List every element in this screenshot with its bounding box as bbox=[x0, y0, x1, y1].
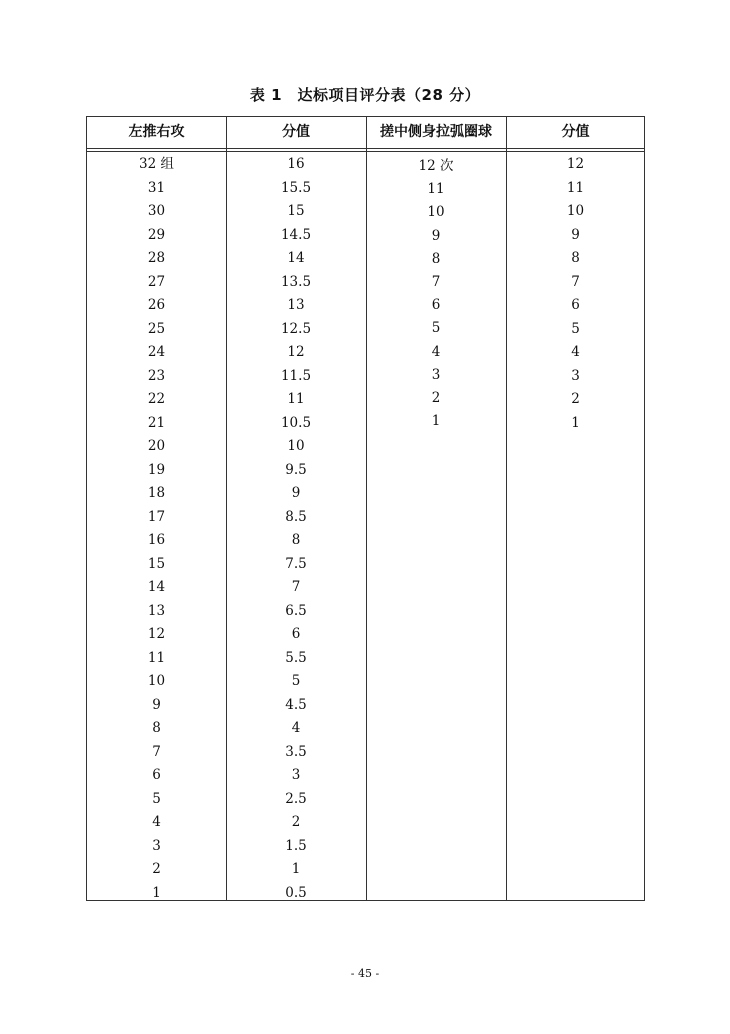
table-cell: 14.5 bbox=[280, 226, 312, 243]
table-cell: 1 bbox=[571, 414, 580, 431]
table-cell: 6 bbox=[152, 767, 161, 783]
table-cell: 6 bbox=[431, 297, 441, 314]
table-cell: 23 bbox=[147, 367, 166, 384]
table-cell: 6 bbox=[571, 297, 580, 313]
table-cell: 10 bbox=[287, 438, 305, 454]
table-cell: 6.5 bbox=[285, 602, 307, 619]
table-cell: 2 bbox=[291, 814, 301, 830]
table-cell: 2 bbox=[571, 391, 580, 407]
table-cell: 7 bbox=[431, 273, 441, 290]
scoring-table bbox=[86, 116, 645, 901]
table-cell: 7 bbox=[152, 743, 161, 760]
table-cell: 4.5 bbox=[285, 696, 307, 713]
table-cell: 13 bbox=[147, 602, 166, 619]
header-score-2: 分值 bbox=[561, 124, 590, 140]
table-cell: 11 bbox=[566, 179, 585, 196]
table-cell: 10 bbox=[147, 673, 166, 689]
table-cell: 9 bbox=[431, 227, 441, 244]
header-score-1: 分值 bbox=[282, 124, 310, 140]
table-cell: 12 bbox=[287, 344, 305, 360]
table-cell: 15 bbox=[287, 203, 305, 219]
table-cell: 30 bbox=[147, 203, 166, 219]
table-cell: 8 bbox=[152, 720, 161, 736]
column-score-2 bbox=[506, 153, 645, 435]
table-cell: 8 bbox=[571, 250, 580, 266]
table-cell: 12 bbox=[566, 156, 585, 172]
table-cell: 7 bbox=[571, 273, 580, 290]
table-cell: 22 bbox=[147, 391, 166, 407]
table-cell: 9 bbox=[152, 696, 161, 713]
table-cell: 10 bbox=[427, 204, 445, 221]
table-cell: 27 bbox=[147, 273, 166, 290]
table-cell: 4 bbox=[291, 720, 301, 736]
column-left-push-right-attack bbox=[87, 153, 226, 905]
table-cell: 17 bbox=[147, 508, 166, 525]
table-cell: 6 bbox=[291, 626, 301, 642]
table-cell: 21 bbox=[147, 414, 166, 431]
column-chop-side-loop bbox=[366, 155, 506, 433]
table-cell: 1 bbox=[291, 861, 301, 877]
table-cell: 31 bbox=[147, 179, 166, 196]
table-cell: 4 bbox=[431, 343, 441, 360]
table-cell: 11 bbox=[147, 649, 166, 666]
table-cell: 5 bbox=[571, 320, 580, 337]
table-cell: 2 bbox=[431, 389, 441, 406]
table-cell: 25 bbox=[147, 320, 166, 337]
table-cell: 8 bbox=[291, 532, 301, 548]
table-cell: 1 bbox=[431, 413, 441, 430]
column-score-1 bbox=[226, 153, 366, 905]
table-cell: 14 bbox=[287, 250, 305, 266]
table-cell: 24 bbox=[147, 344, 166, 360]
table-cell: 15.5 bbox=[280, 179, 312, 196]
table-cell: 1.5 bbox=[285, 837, 307, 854]
table-cell: 3.5 bbox=[285, 743, 307, 760]
table-cell: 26 bbox=[147, 297, 166, 313]
table-cell: 11 bbox=[287, 391, 305, 407]
table-cell: 11.5 bbox=[280, 367, 312, 384]
table-cell: 15 bbox=[147, 555, 166, 572]
table-cell: 2 bbox=[152, 861, 161, 877]
table-cell: 10.5 bbox=[280, 414, 312, 431]
table-cell: 2.5 bbox=[285, 790, 307, 807]
table-cell: 28 bbox=[147, 250, 166, 266]
table-cell: 3 bbox=[571, 367, 580, 384]
header-chop-side-loop: 搓中侧身拉弧圈球 bbox=[380, 124, 492, 140]
header-left-push-right-attack: 左推右攻 bbox=[128, 124, 185, 140]
table-cell: 18 bbox=[147, 485, 166, 501]
table-cell: 5 bbox=[152, 790, 161, 807]
table-cell: 4 bbox=[571, 344, 580, 360]
table-cell: 7.5 bbox=[285, 555, 307, 572]
table-cell: 7 bbox=[291, 579, 301, 595]
table-cell: 14 bbox=[147, 579, 166, 595]
table-cell: 4 bbox=[152, 814, 161, 830]
table-cell: 9 bbox=[571, 226, 580, 243]
table-cell: 3 bbox=[291, 767, 301, 783]
table-cell: 0.5 bbox=[285, 884, 307, 901]
table-cell: 1 bbox=[152, 884, 161, 901]
table-cell: 3 bbox=[152, 837, 161, 854]
table-cell: 16 bbox=[147, 532, 166, 548]
table-cell: 5 bbox=[291, 673, 301, 689]
table-title: 表 1 达标项目评分表（28 分） bbox=[249, 86, 481, 104]
table-cell: 29 bbox=[147, 226, 166, 243]
table-cell: 5 bbox=[431, 320, 441, 337]
table-cell: 13 bbox=[287, 297, 305, 313]
table-cell: 10 bbox=[566, 203, 585, 219]
table-cell: 12.5 bbox=[280, 320, 312, 337]
table-cell: 5.5 bbox=[285, 649, 307, 666]
table-cell: 8.5 bbox=[285, 508, 307, 525]
table-cell: 12 次 bbox=[418, 158, 454, 174]
table-cell: 9 bbox=[291, 485, 301, 501]
table-cell: 32 组 bbox=[139, 156, 174, 172]
table-cell: 8 bbox=[431, 250, 441, 267]
table-cell: 9.5 bbox=[285, 461, 307, 478]
page-number: - 45 - bbox=[350, 967, 380, 980]
table-cell: 20 bbox=[147, 438, 166, 454]
table-cell: 3 bbox=[431, 366, 441, 383]
table-cell: 13.5 bbox=[280, 273, 312, 290]
table-cell: 19 bbox=[147, 461, 166, 478]
table-cell: 11 bbox=[427, 181, 445, 198]
table-cell: 12 bbox=[147, 626, 166, 642]
table-cell: 16 bbox=[287, 156, 305, 172]
